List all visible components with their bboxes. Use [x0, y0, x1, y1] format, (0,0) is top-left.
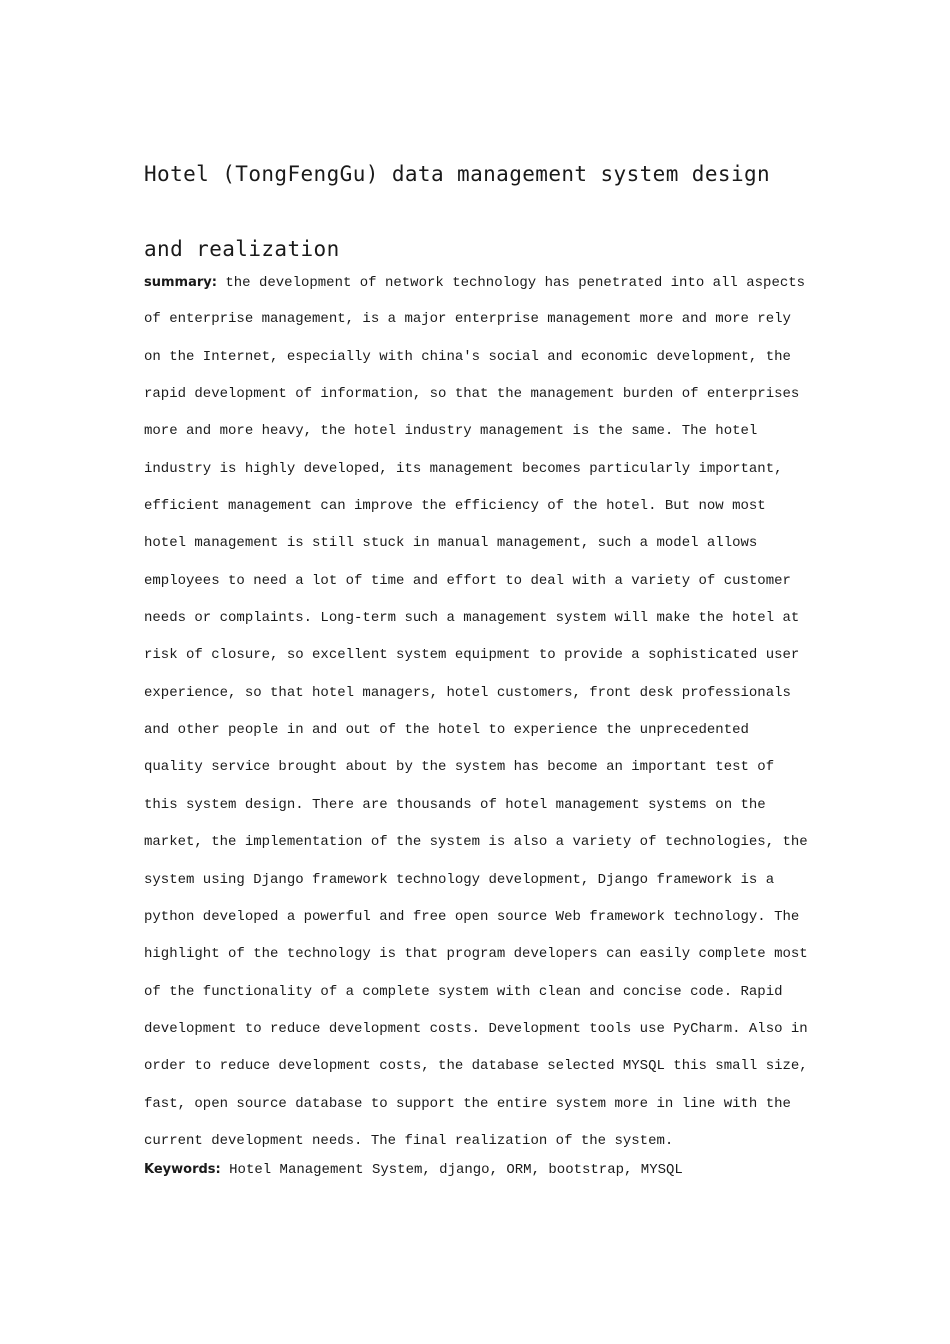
abstract-line: industry is highly developed, its management becomes particularly important,: [144, 460, 783, 477]
abstract-line: system using Django framework technology development, Django framework is a: [144, 871, 775, 888]
abstract-line: on the Internet, especially with china's social and economic development, the: [144, 348, 791, 365]
keywords-text: Hotel Management System, django, ORM, bootstrap, MYSQL: [220, 1162, 683, 1178]
abstract-label: summary:: [144, 275, 217, 290]
abstract-line: fast, open source database to support the entire system more in line with the: [144, 1095, 791, 1112]
abstract-line: of enterprise management, is a major enterprise management more and more rely: [144, 311, 791, 328]
abstract-line: risk of closure, so excellent system equipment to provide a sophisticated user: [144, 647, 800, 664]
abstract-line: experience, so that hotel managers, hotel customers, front desk professionals: [144, 684, 791, 701]
keywords-label: Keywords:: [144, 1162, 221, 1177]
abstract-line: python developed a powerful and free open source Web framework technology. The: [144, 908, 800, 925]
title-line-2: and realization: [144, 237, 340, 261]
keywords-line: [144, 1158, 683, 1182]
abstract-body: [144, 264, 816, 1160]
abstract-line: efficient management can improve the efficiency of the hotel. But now most: [144, 498, 766, 515]
abstract-line: and other people in and out of the hotel to experience the unprecedented: [144, 722, 749, 739]
abstract-line: more and more heavy, the hotel industry management is the same. The hotel: [144, 423, 758, 440]
abstract-line: this system design. There are thousands of hotel management systems on the: [144, 796, 766, 813]
abstract-line: highlight of the technology is that program developers can easily complete most: [144, 946, 808, 963]
abstract-line: quality service brought about by the system has become an important test of: [144, 759, 775, 776]
abstract-line: of the functionality of a complete system with clean and concise code. Rapid: [144, 983, 783, 1000]
abstract-line: employees to need a lot of time and effort to deal with a variety of customer: [144, 572, 791, 589]
abstract-line: development to reduce development costs. Development tools use PyCharm. Also in: [144, 1020, 808, 1037]
title-line-1: Hotel (TongFengGu) data management system design: [144, 162, 771, 186]
abstract-line: current development needs. The final realization of the system.: [144, 1132, 674, 1149]
abstract-line: market, the implementation of the system is also a variety of technologies, the: [144, 834, 808, 851]
abstract-line: rapid development of information, so that the management burden of enterprises: [144, 386, 800, 403]
abstract-line: needs or complaints. Long-term such a management system will make the hotel at: [144, 610, 800, 627]
abstract-line: [144, 264, 816, 301]
abstract-line: hotel management is still stuck in manual management, such a model allows: [144, 535, 758, 552]
abstract-line: order to reduce development costs, the database selected MYSQL this small size,: [144, 1058, 808, 1075]
abstract-line-text: the development of network technology has penetrated into all aspects: [216, 275, 806, 291]
